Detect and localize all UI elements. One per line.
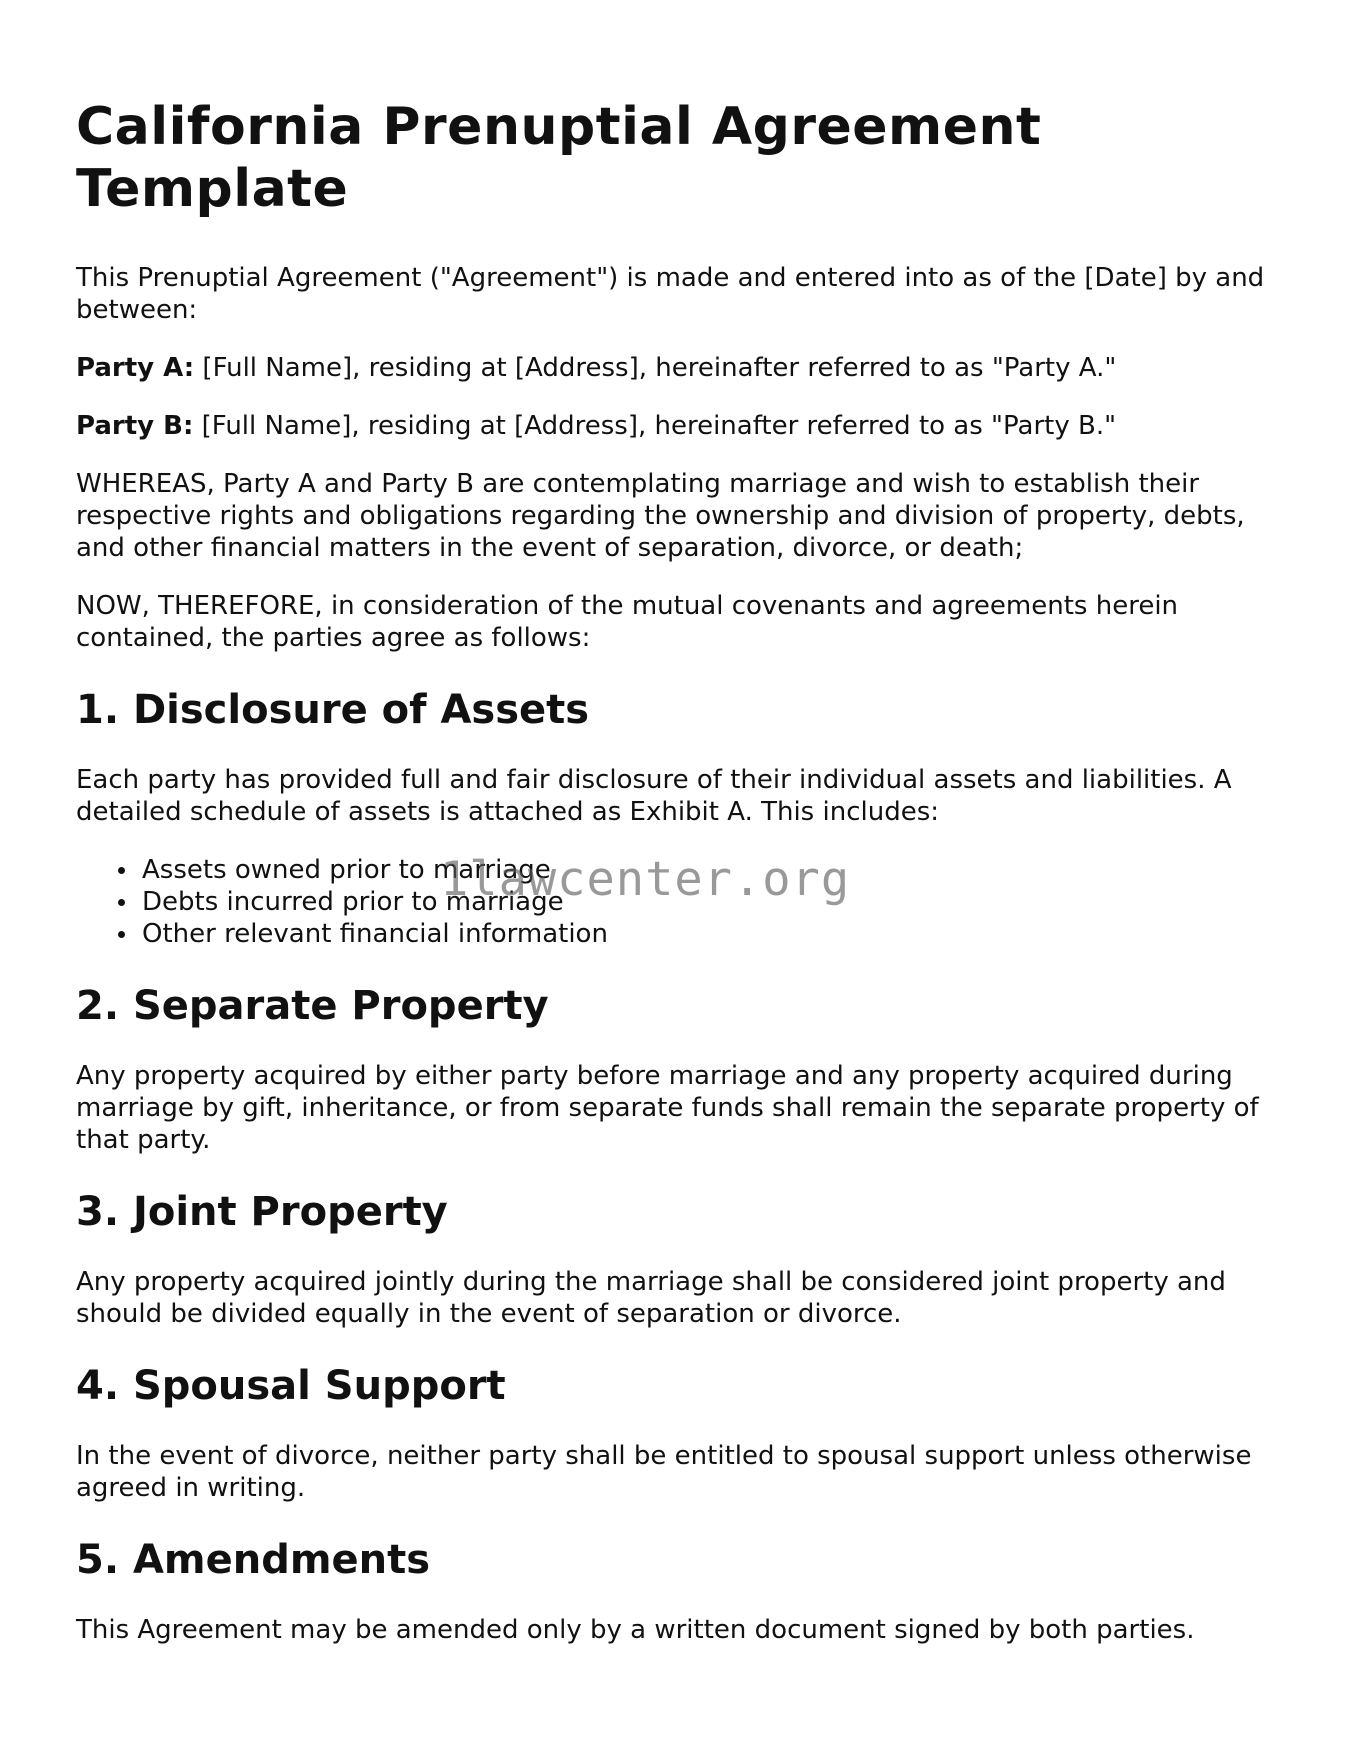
section-heading-amendments: 5. Amendments	[76, 1537, 431, 1583]
bullet-icon	[118, 867, 125, 874]
section-heading-disclosure: 1. Disclosure of Assets	[76, 687, 590, 733]
section-body-separate-property: Any property acquired by either party before marriage and any property acquired during marriage by gift, inheritance, or from separate funds shall remain the separate property of that party.	[76, 1061, 1259, 1155]
section-heading-separate-property: 2. Separate Property	[76, 983, 549, 1029]
bullet-icon	[118, 931, 125, 938]
section-body-disclosure: Each party has provided full and fair disclosure of their individual assets and liabilities. A detailed schedule of assets is attached as Exhibit A. This includes:	[76, 765, 1232, 827]
party-a-text: [Full Name], residing at [Address], hereinafter referred to as "Party A."	[194, 353, 1117, 383]
bullet-icon	[118, 899, 125, 906]
now-therefore-paragraph: NOW, THEREFORE, in consideration of the mutual covenants and agreements herein contained, the parties agree as follows:	[76, 591, 1179, 653]
watermark: 1lawcenter.org	[440, 852, 851, 907]
list-item-text: Assets owned prior to marriage	[142, 855, 551, 885]
intro-paragraph: This Prenuptial Agreement ("Agreement") is made and entered into as of the [Date] by and between:	[76, 263, 1265, 325]
document-title: California Prenuptial Agreement Template	[76, 97, 1042, 219]
list-item	[142, 886, 1296, 918]
section-body-joint-property: Any property acquired jointly during the marriage shall be considered joint property and should be divided equally in the event of separation or divorce.	[76, 1267, 1226, 1329]
whereas-paragraph: WHEREAS, Party A and Party B are contemplating marriage and wish to establish their respective rights and obligations regarding the ownership and division of property, debts, and other financial matters in the event of separation, divorce, or death;	[76, 469, 1245, 563]
list-item-text: Debts incurred prior to marriage	[142, 887, 564, 917]
list-item	[142, 918, 1296, 950]
section-heading-joint-property: 3. Joint Property	[76, 1189, 448, 1235]
section-heading-spousal-support: 4. Spousal Support	[76, 1363, 506, 1409]
document-page	[76, 96, 1296, 1672]
section-body-amendments: This Agreement may be amended only by a written document signed by both parties.	[76, 1615, 1195, 1645]
party-b-label: Party B:	[76, 411, 194, 441]
section-body-spousal-support: In the event of divorce, neither party shall be entitled to spousal support unless otherwise agreed in writing.	[76, 1441, 1252, 1503]
party-a-label: Party A:	[76, 353, 195, 383]
disclosure-list	[76, 854, 1296, 950]
party-b-text: [Full Name], residing at [Address], hereinafter referred to as "Party B."	[193, 411, 1117, 441]
party-b-paragraph	[76, 410, 1296, 442]
party-a-paragraph	[76, 352, 1296, 384]
list-item	[142, 854, 1296, 886]
list-item-text: Other relevant financial information	[142, 919, 608, 949]
